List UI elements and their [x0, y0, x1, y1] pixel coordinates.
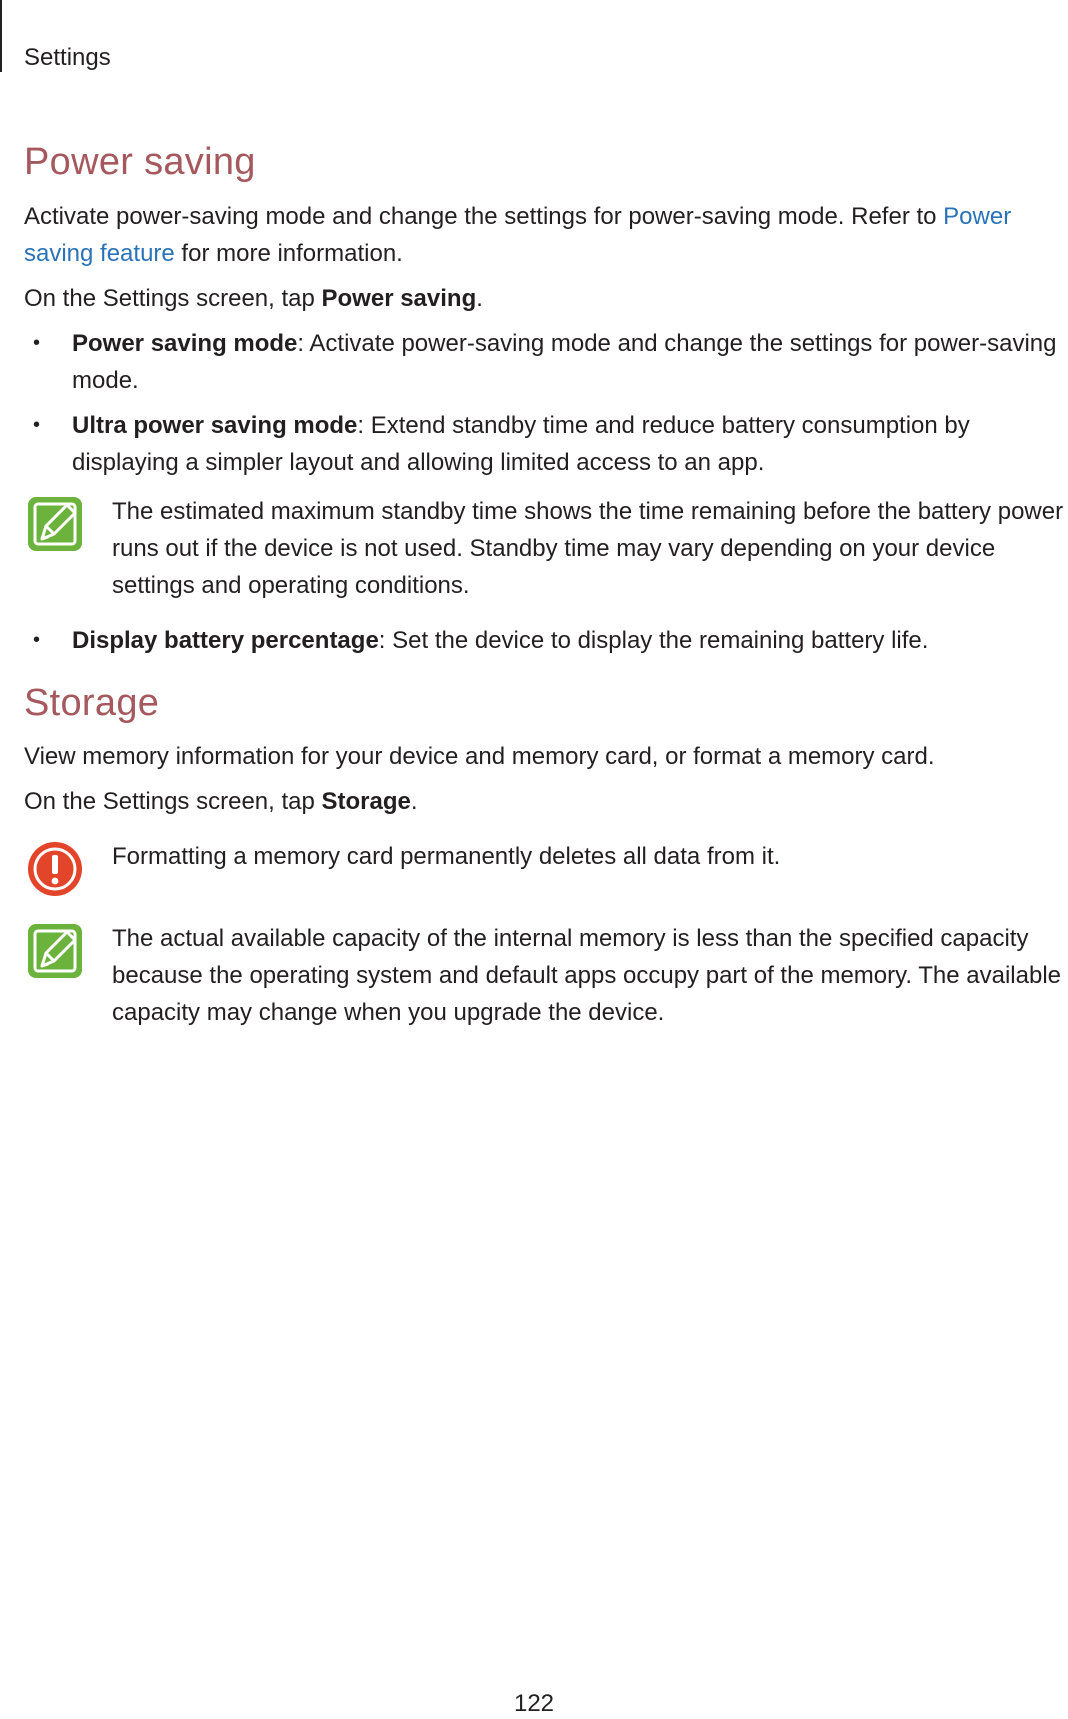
- power-saving-feature-link[interactable]: Power saving feature: [24, 202, 1012, 267]
- option-description: : Activate power-saving mode and change the settings for power-saving mode.: [72, 329, 1057, 394]
- page-edge-rule: [0, 0, 2, 72]
- note-available-capacity: [24, 920, 1068, 1031]
- caution-exclamation-icon: [26, 840, 84, 898]
- power-saving-options-more: [24, 622, 1068, 659]
- caution-text: Formatting a memory card permanently deletes all data from it.: [112, 843, 781, 871]
- page-content: [24, 140, 1068, 1049]
- option-description: : Set the device to display the remaining battery life.: [378, 626, 929, 654]
- storage-intro: View memory information for your device and memory card, or format a memory card.: [24, 743, 935, 771]
- option-description: : Extend standby time and reduce battery consumption by displaying a simpler layout and allowing limited access to an app.: [72, 411, 970, 476]
- option-term: Ultra power saving mode: [72, 411, 358, 439]
- intro-text-end: for more information.: [174, 239, 403, 267]
- power-saving-options: [24, 325, 1068, 481]
- power-saving-tap-instruction: [24, 280, 1068, 317]
- list-item: [24, 325, 1068, 399]
- menu-item-name: Power saving: [321, 284, 477, 312]
- note-pencil-icon: [26, 922, 84, 980]
- caution-formatting: [24, 838, 1068, 898]
- section-title-power-saving: Power saving: [24, 141, 256, 183]
- note-pencil-icon: [26, 495, 84, 553]
- menu-item-name: Storage: [321, 788, 411, 816]
- section-title-storage: Storage: [24, 681, 160, 724]
- bullet-icon: •: [33, 331, 41, 354]
- page-number: 122: [513, 1690, 555, 1717]
- list-item: [24, 622, 1068, 659]
- bullet-icon: •: [33, 413, 41, 436]
- storage-tap-instruction: [24, 783, 1068, 820]
- instruction-end: .: [410, 788, 418, 816]
- running-head: Settings: [24, 44, 111, 71]
- instruction-end: .: [476, 284, 483, 312]
- instruction-text: On the Settings screen, tap: [24, 284, 322, 312]
- instruction-text: On the Settings screen, tap: [24, 788, 322, 816]
- power-saving-intro: [24, 198, 1068, 272]
- intro-text: Activate power-saving mode and change the settings for power-saving mode. Refer to: [24, 202, 944, 230]
- note-text: The actual available capacity of the internal memory is less than the specified capacity because the operating system and default apps occupy part of the memory. The available capacity may change when you upgrade the device.: [112, 925, 1062, 1027]
- option-term: Power saving mode: [72, 329, 298, 357]
- list-item: [24, 407, 1068, 481]
- bullet-icon: •: [33, 628, 41, 651]
- note-standby-time: [24, 493, 1068, 604]
- option-term: Display battery percentage: [72, 626, 379, 654]
- note-text: The estimated maximum standby time shows the time remaining before the battery power runs out if the device is not used. Standby time may vary depending on your device settings and operating conditions.: [112, 497, 1064, 599]
